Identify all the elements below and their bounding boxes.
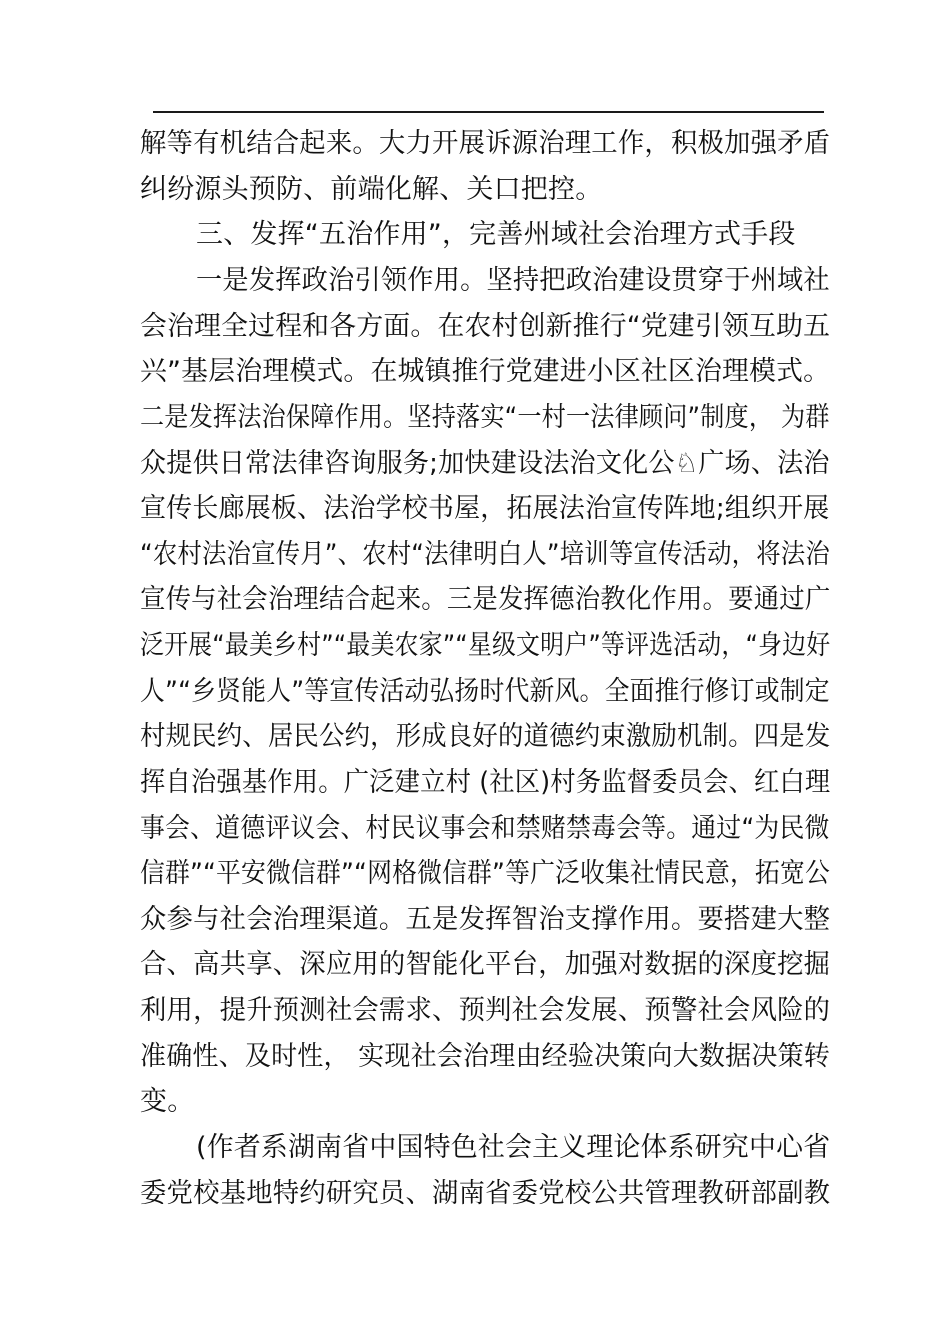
text-line: 众提供日常法律咨询服务;加快建设法治文化公♘广场、法治: [140, 448, 830, 479]
text-line: 二是发挥法治保障作用。坚持落实“一村一法律顾问”制度， 为群: [140, 402, 830, 433]
text-line: 变。: [140, 1086, 195, 1117]
text-line: 纠纷源头预防、前端化解、关口把控。: [140, 174, 603, 205]
text-line: 众参与社会治理渠道。五是发挥智治支撑作用。要搭建大整: [140, 904, 831, 935]
text-line: 利用，提升预测社会需求、预判社会发展、预警社会风险的: [140, 995, 831, 1026]
text-line: 合、高共享、深应用的智能化平台，加强对数据的深度挖掘: [140, 949, 831, 980]
author-note: (作者系湖南省中国特色社会主义理论体系研究中心省: [196, 1132, 831, 1163]
text-line: 信群”“平安微信群”“网格微信群”等广泛收集社情民意，拓宽公: [140, 858, 830, 889]
text-line: 准确性、及时性， 实现社会治理由经验决策向大数据决策转: [140, 1041, 830, 1072]
text-line: 宣传与社会治理结合起来。三是发挥德治教化作用。要通过广: [140, 584, 831, 615]
text-line: 解等有机结合起来。大力开展诉源治理工作，积极加强矛盾: [140, 128, 831, 159]
text-line: 村规民约、居民公约，形成良好的道德约束激励机制。四是发: [140, 721, 831, 752]
section-heading: 三、发挥“五治作用”，完善州域社会治理方式手段: [196, 219, 796, 250]
text-line: “农村法治宣传月”、农村“法律明白人”培训等宣传活动，将法治: [140, 539, 830, 570]
text-line: 挥自治强基作用。广泛建立村 (社区)村务监督委员会、红白理: [140, 767, 831, 798]
text-line: 会治理全过程和各方面。在农村创新推行“党建引领互助五: [140, 311, 831, 342]
header-rule: [153, 111, 824, 113]
text-line: 事会、道德评议会、村民议事会和禁赌禁毒会等。通过“为民微: [140, 813, 830, 844]
text-line: 兴”基层治理模式。在城镇推行党建进小区社区治理模式。: [140, 356, 831, 387]
text-line: 一是发挥政治引领作用。坚持把政治建设贯穿于州域社: [196, 265, 830, 296]
text-line: 宣传长廊展板、法治学校书屋，拓展法治宣传阵地;组织开展: [140, 493, 830, 524]
author-note: 委党校基地特约研究员、湖南省委党校公共管理教研部副教: [140, 1178, 831, 1209]
text-line: 人”“乡贤能人”等宣传活动弘扬时代新风。全面推行修订或制定: [140, 676, 830, 707]
text-line: 泛开展“最美乡村”“最美农家”“星级文明户”等评选活动，“身边好: [140, 630, 831, 661]
